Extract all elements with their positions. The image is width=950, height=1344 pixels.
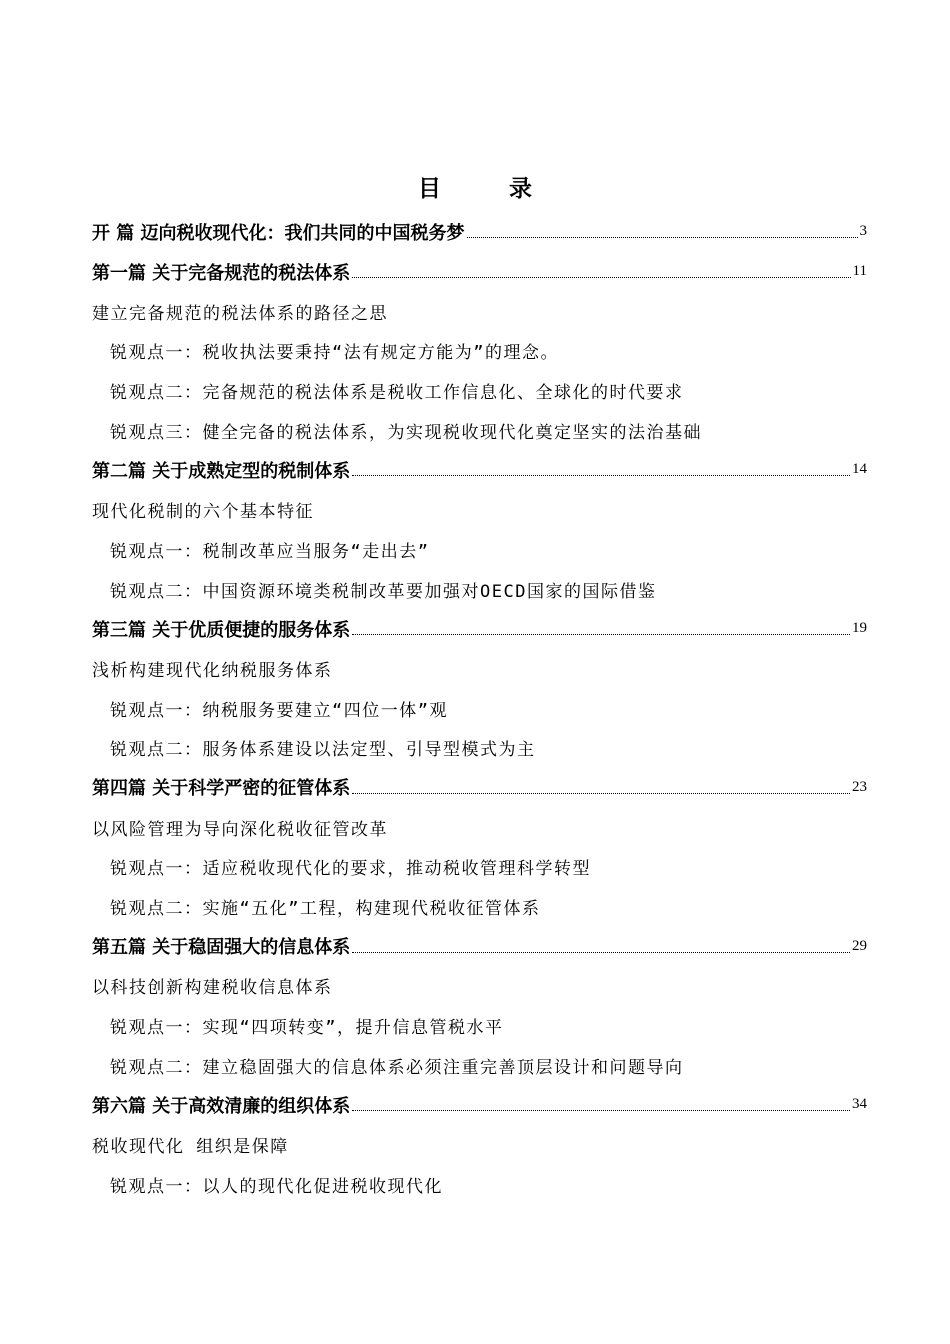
toc-entry-text: 锐观点二：实施“五化”工程，构建现代税收征管体系 — [110, 899, 541, 920]
toc-entry-text: 现代化税制的六个基本特征 — [92, 502, 314, 523]
toc-entry-point[interactable] — [92, 371, 867, 411]
toc-dot-leader — [467, 237, 858, 238]
toc-entry-text: 税收现代化 组织是保障 — [92, 1137, 289, 1158]
toc-entry-text: 第一篇 关于完备规范的税法体系 — [92, 262, 351, 284]
toc-entry-text: 建立完备规范的税法体系的路径之思 — [92, 303, 388, 324]
toc-entry-text: 第三篇 关于优质便捷的服务体系 — [92, 619, 351, 641]
toc-entry-point[interactable] — [92, 569, 867, 609]
toc-dot-leader — [352, 475, 850, 476]
toc-entry-article[interactable] — [92, 1125, 867, 1165]
toc-entry-point[interactable] — [92, 1045, 867, 1085]
toc-entry-article[interactable] — [92, 649, 867, 689]
toc-page-number: 34 — [852, 1096, 867, 1113]
toc-dot-leader — [352, 1110, 850, 1111]
toc-entry-text: 第四篇 关于科学严密的征管体系 — [92, 778, 351, 800]
toc-entry-text: 第六篇 关于高效清廉的组织体系 — [92, 1095, 351, 1117]
toc-entry-section[interactable] — [92, 609, 867, 649]
toc-entry-point[interactable] — [92, 887, 867, 927]
toc-entry-text: 锐观点一：纳税服务要建立“四位一体”观 — [110, 700, 448, 721]
toc-entry-text: 锐观点一：税制改革应当服务“走出去” — [110, 541, 430, 562]
toc-entry-article[interactable] — [92, 291, 867, 331]
toc-entry-section[interactable] — [92, 252, 867, 292]
toc-entry-point[interactable] — [92, 847, 867, 887]
toc-page-number: 23 — [852, 778, 867, 795]
toc-entry-point[interactable] — [92, 410, 867, 450]
toc-entry-text: 以科技创新构建税收信息体系 — [92, 978, 333, 999]
toc-entry-point[interactable] — [92, 1165, 867, 1205]
toc-page-number: 3 — [859, 223, 867, 240]
toc-entry-section[interactable] — [92, 450, 867, 490]
toc-entry-section[interactable] — [92, 1085, 867, 1125]
toc-entry-text: 锐观点三：健全完备的税法体系，为实现税收现代化奠定坚实的法治基础 — [110, 422, 702, 443]
toc-entry-text: 第二篇 关于成熟定型的税制体系 — [92, 460, 351, 482]
toc-entry-article[interactable] — [92, 807, 867, 847]
toc-dot-leader — [352, 793, 850, 794]
toc-entry-point[interactable] — [92, 1006, 867, 1046]
toc-entry-text: 锐观点一：适应税收现代化的要求，推动税收管理科学转型 — [110, 859, 591, 880]
toc-entry-text: 第五篇 关于稳固强大的信息体系 — [92, 937, 351, 959]
toc-entry-text: 锐观点一：税收执法要秉持“法有规定方能为”的理念。 — [110, 343, 559, 364]
toc-entry-section[interactable] — [92, 768, 867, 808]
toc-page-number: 14 — [852, 461, 867, 478]
toc-entry-text: 锐观点二：中国资源环境类税制改革要加强对OECD国家的国际借鉴 — [110, 581, 657, 602]
toc-entry-text: 锐观点二：完备规范的税法体系是税收工作信息化、全球化的时代要求 — [110, 383, 684, 404]
toc-entry-text: 锐观点二：服务体系建设以法定型、引导型模式为主 — [110, 740, 536, 761]
toc-page-number: 11 — [852, 263, 867, 280]
toc-entry-text: 以风险管理为导向深化税收征管改革 — [92, 819, 388, 840]
toc-entry-point[interactable] — [92, 688, 867, 728]
toc-entry-section[interactable] — [92, 926, 867, 966]
toc-title: 目 录 — [417, 176, 562, 202]
toc-entry-point[interactable] — [92, 728, 867, 768]
toc-list — [92, 212, 867, 1204]
toc-entry-section[interactable] — [92, 212, 867, 252]
toc-page-number: 19 — [852, 620, 867, 637]
toc-entry-text: 锐观点一：实现“四项转变”，提升信息管税水平 — [110, 1018, 504, 1039]
toc-entry-point[interactable] — [92, 331, 867, 371]
toc-entry-article[interactable] — [92, 966, 867, 1006]
toc-entry-text: 锐观点一：以人的现代化促进税收现代化 — [110, 1176, 443, 1197]
toc-page-number: 29 — [852, 937, 867, 954]
toc-dot-leader — [352, 277, 850, 278]
toc-dot-leader — [352, 634, 850, 635]
toc-dot-leader — [352, 952, 850, 953]
toc-entry-text: 锐观点二：建立稳固强大的信息体系必须注重完善顶层设计和问题导向 — [110, 1057, 684, 1078]
toc-entry-text: 浅析构建现代化纳税服务体系 — [92, 660, 333, 681]
toc-entry-article[interactable] — [92, 490, 867, 530]
toc-entry-point[interactable] — [92, 530, 867, 570]
toc-entry-text: 开 篇 迈向税收现代化：我们共同的中国税务梦 — [92, 222, 465, 244]
